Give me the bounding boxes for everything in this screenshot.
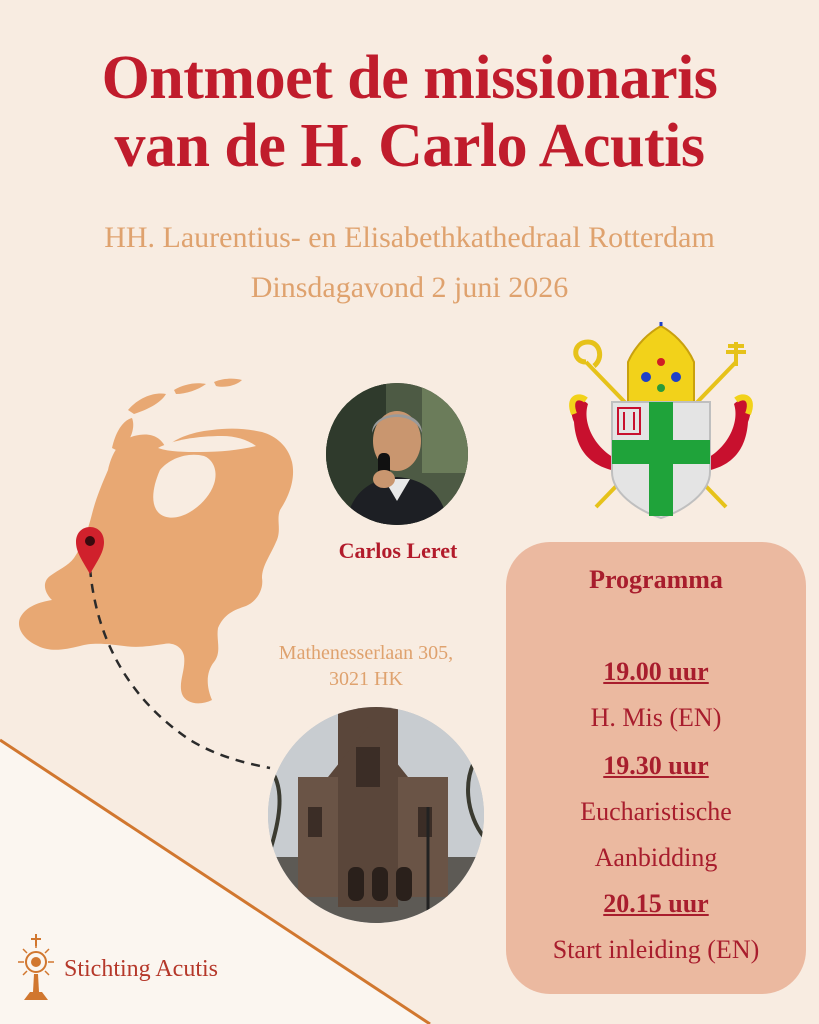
title-line-1: Ontmoet de missionaris — [101, 44, 718, 112]
program-item-2-line-2: Aanbidding — [594, 843, 718, 872]
organization-name: Stichting Acutis — [64, 956, 219, 982]
title-line-2: van de H. Carlo Acutis — [114, 112, 705, 180]
monstrance-logo-icon — [14, 934, 58, 1004]
date-subtitle: Dinsdagavond 2 juni 2026 — [250, 271, 569, 304]
program-item-3: Start inleiding (EN) — [552, 935, 760, 964]
coat-of-arms-icon — [566, 322, 756, 522]
speaker-portrait-illustration — [326, 383, 468, 525]
speaker-photo — [326, 383, 468, 525]
program-time-1: 19.00 uur — [603, 657, 709, 686]
venue-address-line-1: Mathenesserlaan 305, — [278, 642, 454, 664]
program-time-2: 19.30 uur — [603, 751, 709, 780]
program-heading: Programma — [589, 565, 723, 594]
speaker-name: Carlos Leret — [338, 538, 458, 563]
venue-address-line-2: 3021 HK — [329, 668, 403, 690]
program-item-1: H. Mis (EN) — [590, 703, 722, 732]
church-illustration — [268, 707, 484, 923]
location-subtitle: HH. Laurentius- en Elisabethkathedraal Rotterdam — [104, 221, 715, 254]
program-box — [506, 542, 806, 994]
church-photo — [268, 707, 484, 923]
program-item-2-line-1: Eucharistische — [580, 797, 732, 826]
program-time-3: 20.15 uur — [603, 889, 709, 918]
